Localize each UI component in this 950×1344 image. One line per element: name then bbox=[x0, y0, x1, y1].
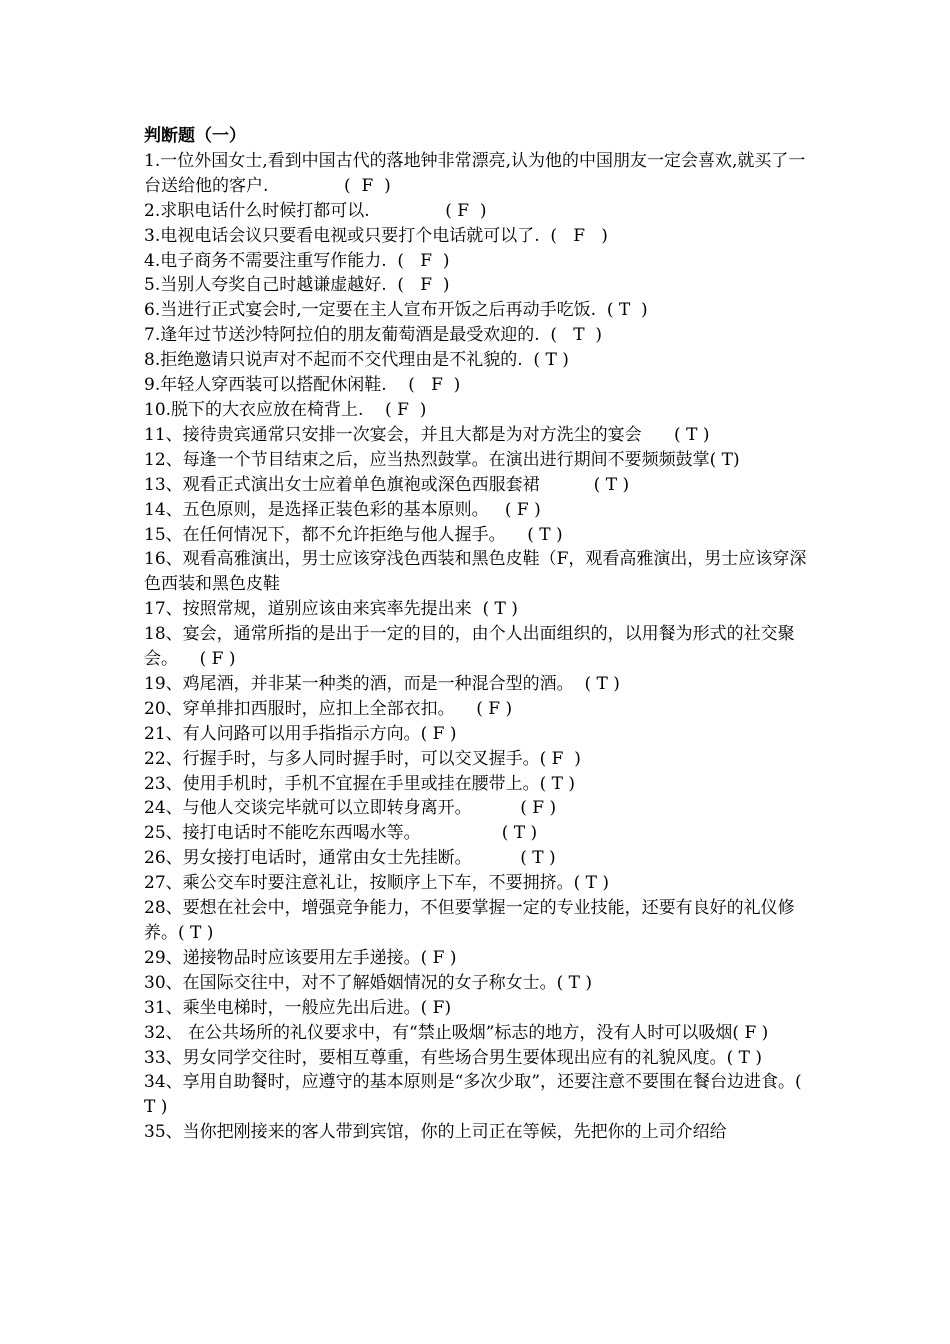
question-27: 27、乘公交车时要注意礼让，按顺序上下车，不要拥挤。( T ) bbox=[144, 873, 610, 894]
question-19: 19、鸡尾酒，并非某一种类的酒，而是一种混合型的酒。 ( T ) bbox=[144, 673, 620, 694]
document-body bbox=[144, 124, 814, 1145]
question-4: 4.电子商务不需要注重写作能力. ( F ) bbox=[144, 250, 450, 271]
question-2: 2.求职电话什么时候打都可以. ( F ) bbox=[144, 200, 487, 221]
question-26: 26、男女接打电话时，通常由女士先挂断。 ( T ) bbox=[144, 848, 556, 869]
question-32: 32、 在公共场所的礼仪要求中，有“禁止吸烟”标志的地方，没有人时可以吸烟( F ) bbox=[144, 1022, 769, 1043]
question-31: 31、乘坐电梯时，一般应先出后进。( F) bbox=[144, 997, 452, 1018]
question-6: 6.当进行正式宴会时,一定要在主人宣布开饭之后再动手吃饭. ( T ) bbox=[144, 300, 648, 321]
question-29: 29、递接物品时应该要用左手递接。( F ) bbox=[144, 947, 457, 968]
question-33: 33、男女同学交往时，要相互尊重，有些场合男生要体现出应有的礼貌风度。( T ) bbox=[144, 1047, 763, 1068]
question-15: 15、在任何情况下，都不允许拒绝与他人握手。 ( T ) bbox=[144, 524, 563, 545]
question-11: 11、接待贵宾通常只安排一次宴会，并且大都是为对方洗尘的宴会 ( T ) bbox=[144, 424, 710, 445]
question-9: 9.年轻人穿西装可以搭配休闲鞋. ( F ) bbox=[144, 375, 461, 396]
question-1: 1.一位外国女士,看到中国古代的落地钟非常漂亮,认为他的中国朋友一定会喜欢,就买了一台送给他的客户. ( F ) bbox=[144, 150, 806, 196]
question-17: 17、按照常规，道别应该由来宾率先提出来 ( T ) bbox=[144, 599, 518, 620]
question-18: 18、宴会，通常所指的是出于一定的目的，由个人出面组织的，以用餐为形式的社交聚会。 ( F ) bbox=[144, 624, 795, 670]
question-12: 12、每逢一个节目结束之后，应当热烈鼓掌。在演出进行期间不要频频鼓掌( T) bbox=[144, 449, 740, 470]
question-5: 5.当别人夸奖自己时越谦虚越好. ( F ) bbox=[144, 275, 450, 296]
question-25: 25、接打电话时不能吃东西喝水等。 ( T ) bbox=[144, 823, 538, 844]
question-28: 28、要想在社会中，增强竞争能力，不但要掌握一定的专业技能，还要有良好的礼仪修养。( T ) bbox=[144, 898, 795, 943]
question-24: 24、与他人交谈完毕就可以立即转身离开。 ( F ) bbox=[144, 798, 557, 819]
question-30: 30、在国际交往中，对不了解婚姻情况的女子称女士。( T ) bbox=[144, 972, 593, 993]
question-34: 34、享用自助餐时，应遵守的基本原则是“多次少取”，还要注意不要围在餐台边进食。( T ) bbox=[144, 1072, 808, 1118]
question-23: 23、使用手机时，手机不宜握在手里或挂在腰带上。( T ) bbox=[144, 773, 576, 794]
question-3: 3.电视电话会议只要看电视或只要打个电话就可以了. ( F ) bbox=[144, 225, 608, 246]
question-10: 10.脱下的大衣应放在椅背上. ( F ) bbox=[144, 399, 427, 420]
question-22: 22、行握手时，与多人同时握手时，可以交叉握手。( F ) bbox=[144, 748, 581, 769]
question-8: 8.拒绝邀请只说声对不起而不交代理由是不礼貌的. ( T ) bbox=[144, 350, 569, 371]
question-20: 20、穿单排扣西服时，应扣上全部衣扣。 ( F ) bbox=[144, 698, 513, 719]
question-35: 35、当你把刚接来的客人带到宾馆，你的上司正在等候，先把你的上司介绍给 bbox=[144, 1122, 727, 1143]
question-21: 21、有人问路可以用手指指示方向。( F ) bbox=[144, 723, 457, 744]
question-13: 13、观看正式演出女士应着单色旗袍或深色西服套裙 ( T ) bbox=[144, 474, 630, 495]
question-7: 7.逢年过节送沙特阿拉伯的朋友葡萄酒是最受欢迎的. ( T ) bbox=[144, 325, 603, 346]
section-title: 判断题（一） bbox=[144, 126, 246, 146]
question-16: 16、观看高雅演出，男士应该穿浅色西装和黑色皮鞋（F，观看高雅演出，男士应该穿深色西装和黑色皮鞋 bbox=[144, 549, 807, 595]
question-14: 14、五色原则，是选择正装色彩的基本原则。 ( F ) bbox=[144, 499, 541, 520]
